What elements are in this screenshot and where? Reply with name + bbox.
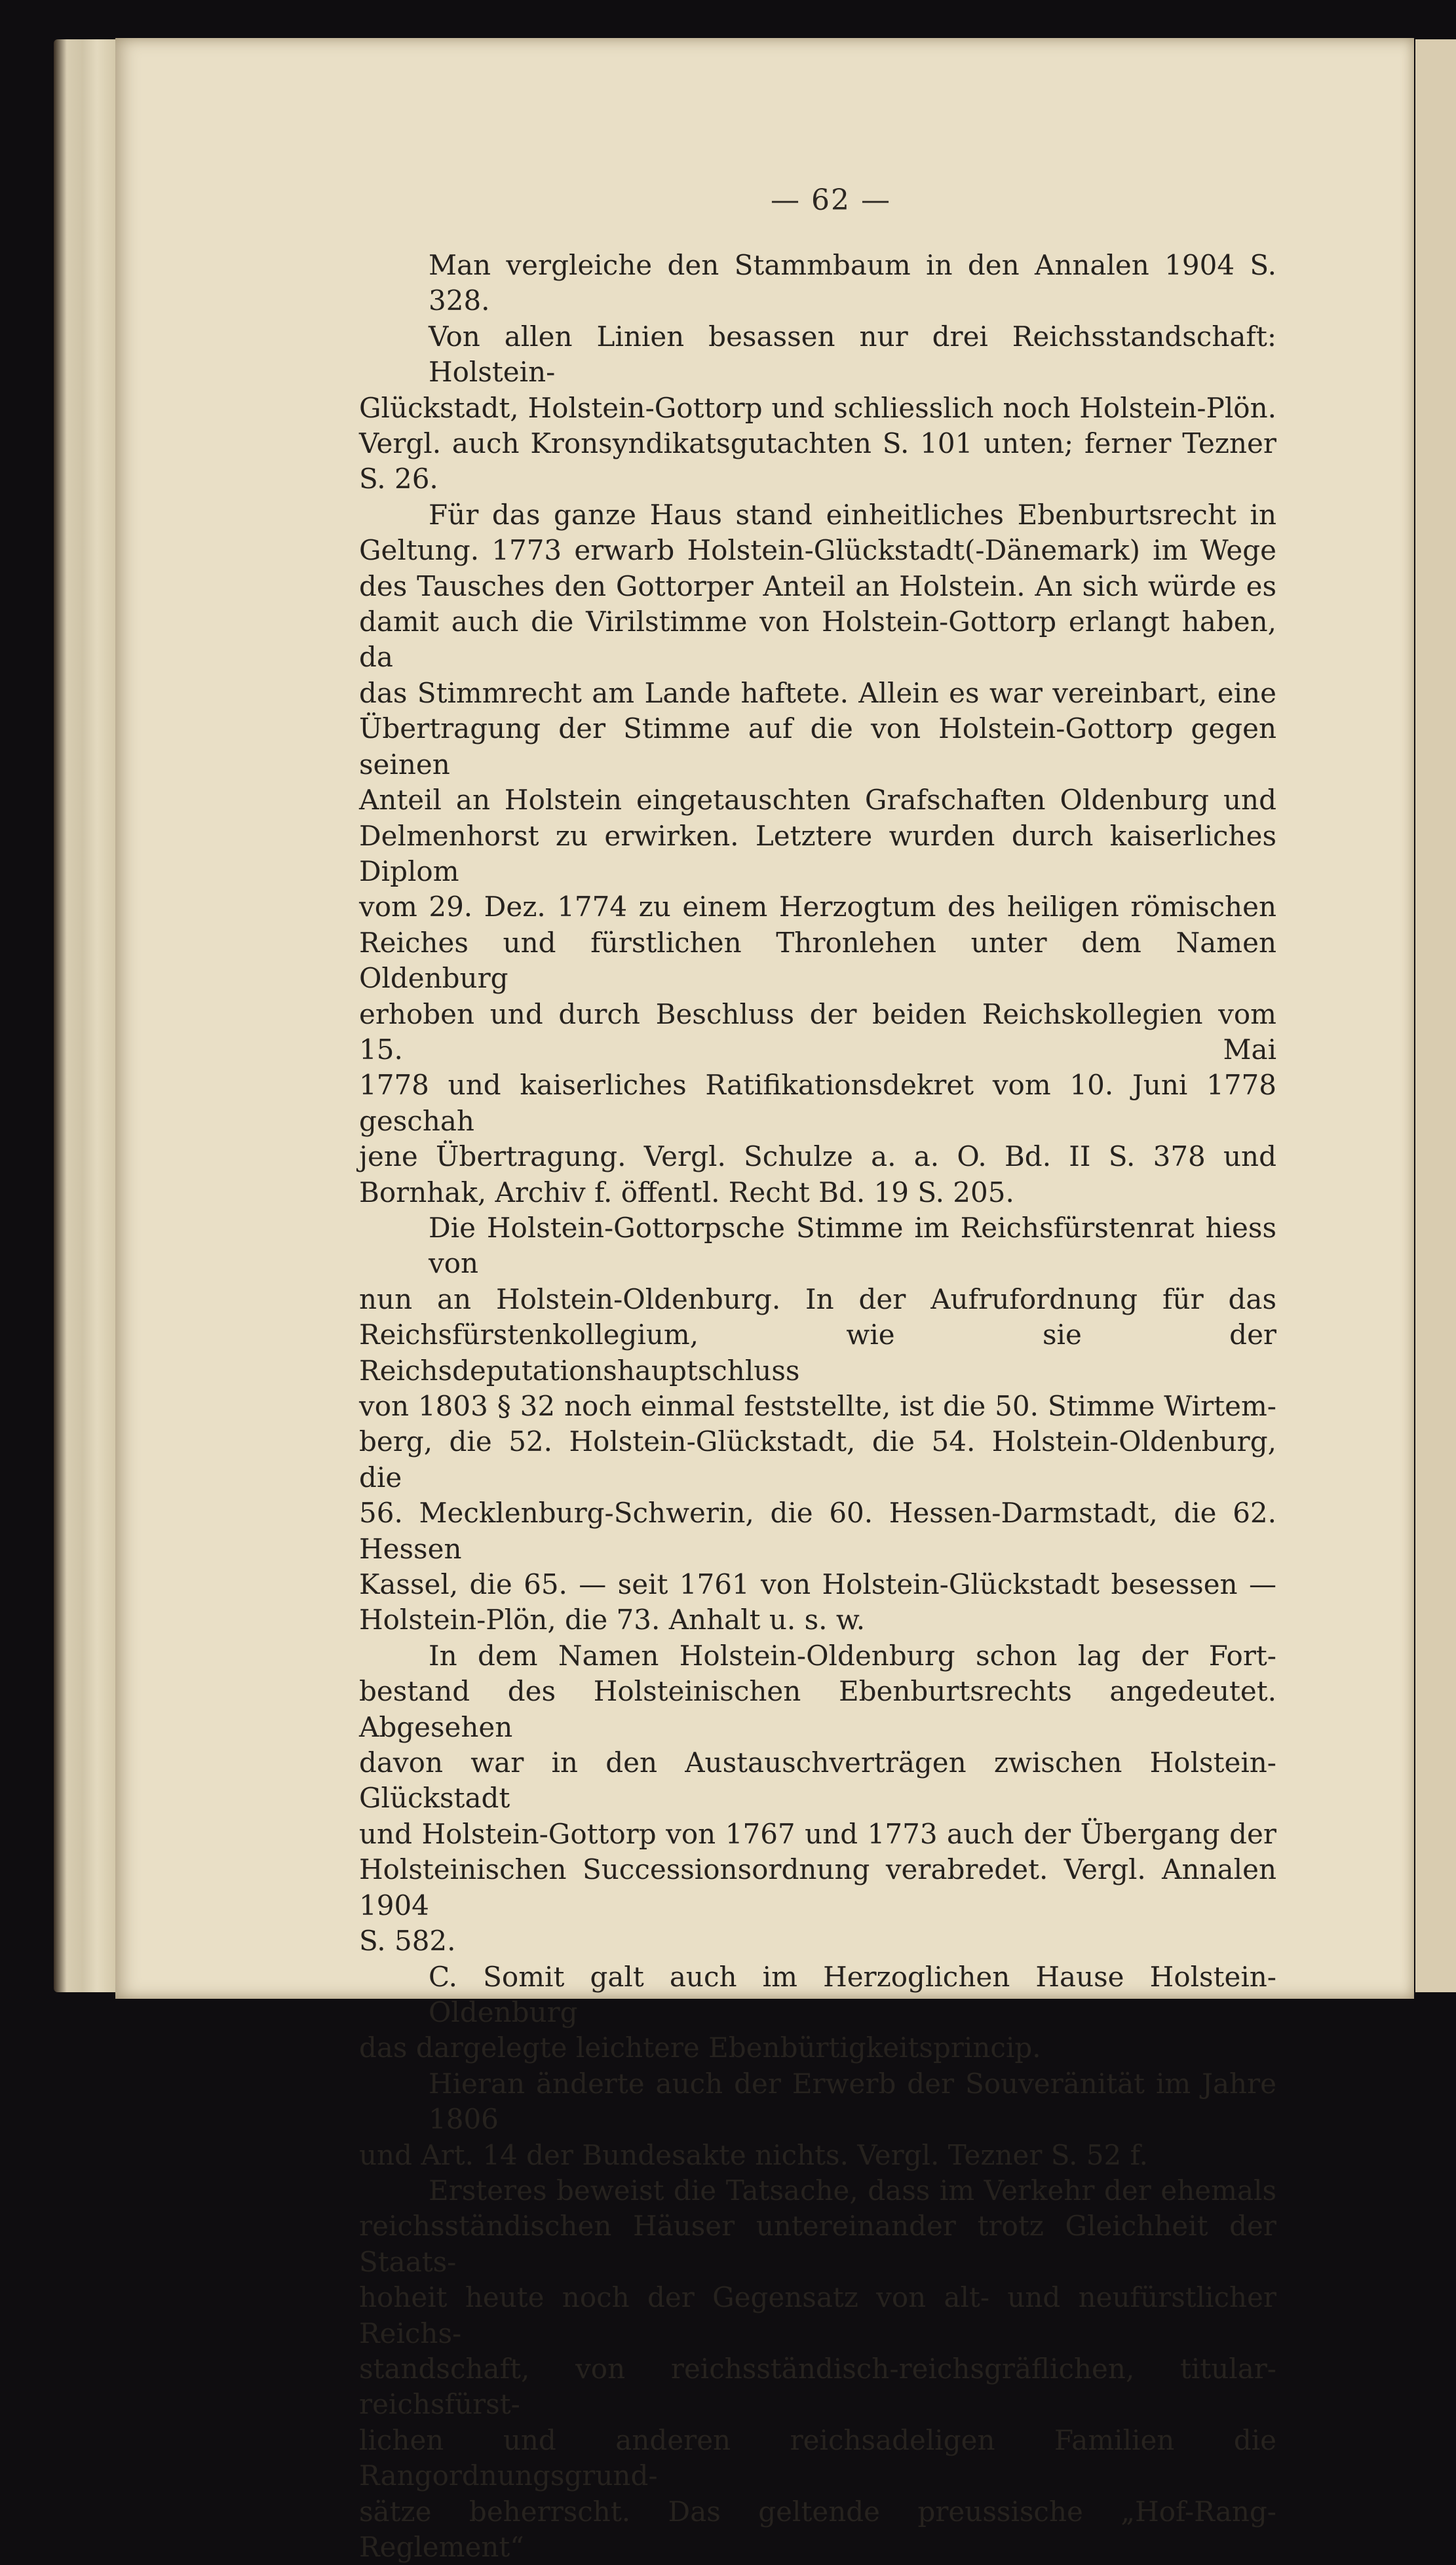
text-line: Reichsfürstenkollegium, wie sie der Reichsdeputationshauptschluss [359, 1319, 1276, 1387]
text-line: Holsteinischen Successionsordnung verabredet. Vergl. Annalen 1904 [359, 1853, 1276, 1921]
text-line: Kassel, die 65. — seit 1761 von Holstein-Glückstadt besessen — [359, 1568, 1276, 1601]
text-line: 56. Mecklenburg-Schwerin, die 60. Hessen-Darmstadt, die 62. Hessen [359, 1497, 1276, 1565]
text-line: In dem Namen Holstein-Oldenburg schon lag der Fort- [429, 1639, 1276, 1672]
text-line: vom 29. Dez. 1774 zu einem Herzogtum des heiligen römischen [359, 891, 1276, 923]
text-line: Von allen Linien besassen nur drei Reichsstandschaft: Holstein- [429, 320, 1276, 389]
text-line: Für das ganze Haus stand einheitliches Ebenburtsrecht in [429, 498, 1276, 531]
text-line: und Art. 14 der Bundesakte nichts. Vergl. Tezner S. 52 f. [359, 2138, 1148, 2171]
text-line: reichsständischen Häuser untereinander trotz Gleichheit der Staats- [359, 2210, 1276, 2278]
text-line: damit auch die Virilstimme von Holstein-Gottorp erlangt haben, da [359, 606, 1276, 674]
text-line: Delmenhorst zu erwirken. Letztere wurden durch kaiserliches Diplom [359, 819, 1276, 887]
text-line: Die Holstein-Gottorpsche Stimme im Reichsfürstenrat hiess von [429, 1211, 1276, 1280]
text-line: das Stimmrecht am Lande haftete. Allein es war vereinbart, eine [359, 676, 1276, 709]
text-line: davon war in den Austauschverträgen zwischen Holstein-Glückstadt [359, 1746, 1276, 1815]
text-line: das dargelegte leichtere Ebenbürtigkeitsprincip. [359, 2032, 1041, 2064]
page-number: — 62 — [771, 183, 891, 217]
text-line: 1778 und kaiserliches Ratifikationsdekret vom 10. Juni 1778 geschah [359, 1069, 1276, 1137]
text-line: sätze beherrscht. Das geltende preussische „Hof-Rang-Reglement“ [359, 2495, 1276, 2563]
body-text [359, 248, 1276, 2565]
text-line: S. 26. [359, 463, 438, 495]
text-line: lichen und anderen reichsadeligen Familien die Rangordnungsgrund- [359, 2423, 1276, 2492]
text-line: nun an Holstein-Oldenburg. In der Aufrufordnung für das [359, 1282, 1276, 1315]
text-line: berg, die 52. Holstein-Glückstadt, die 54. Holstein-Oldenburg, die [359, 1425, 1276, 1494]
text-line: und Holstein-Gottorp von 1767 und 1773 auch der Übergang der [359, 1817, 1276, 1850]
text-line: Geltung. 1773 erwarb Holstein-Glückstadt(-Dänemark) im Wege [359, 534, 1276, 567]
text-line: erhoben und durch Beschluss der beiden Reichskollegien vom 15. Mai [359, 997, 1276, 1066]
text-line: Bornhak, Archiv f. öffentl. Recht Bd. 19 S. 205. [359, 1176, 1014, 1208]
text-line: S. 582. [359, 1925, 456, 1958]
text-line: Holstein-Plön, die 73. Anhalt u. s. w. [359, 1604, 866, 1636]
text-line: standschaft, von reichsständisch-reichsgräflichen, titular-reichsfürst- [359, 2352, 1276, 2421]
text-line: C. Somit galt auch im Herzoglichen Hause Holstein-Oldenburg [429, 1960, 1276, 2028]
text-line: jene Übertragung. Vergl. Schulze a. a. O. Bd. II S. 378 und [359, 1140, 1276, 1173]
text-line: Ersteres beweist die Tatsache, dass im Verkehr der ehemals [429, 2174, 1276, 2207]
text-line: von 1803 § 32 noch einmal feststellte, ist die 50. Stimme Wirtem- [359, 1390, 1276, 1422]
text-line: hoheit heute noch der Gegensatz von alt- und neufürstlicher Reichs- [359, 2281, 1276, 2349]
text-line: Übertragung der Stimme auf die von Holstein-Gottorp gegen seinen [359, 712, 1276, 781]
text-line: Anteil an Holstein eingetauschten Grafschaften Oldenburg und [359, 784, 1276, 817]
text-line: Glückstadt, Holstein-Gottorp und schliesslich noch Holstein-Plön. [359, 391, 1276, 424]
text-line: Vergl. auch Kronsyndikatsgutachten S. 101 unten; ferner Tezner [359, 427, 1276, 460]
facing-page-edge [1415, 39, 1456, 1992]
text-line: Man vergleiche den Stammbaum in den Annalen 1904 S. 328. [429, 249, 1276, 317]
text-line: bestand des Holsteinischen Ebenburtsrechts angedeutet. Abgesehen [359, 1675, 1276, 1743]
text-line: Reiches und fürstlichen Thronlehen unter dem Namen Oldenburg [359, 926, 1276, 995]
text-line: des Tausches den Gottorper Anteil an Holstein. An sich würde es [359, 569, 1276, 602]
text-line: Hieran änderte auch der Erwerb der Souveränität im Jahre 1806 [429, 2067, 1276, 2136]
